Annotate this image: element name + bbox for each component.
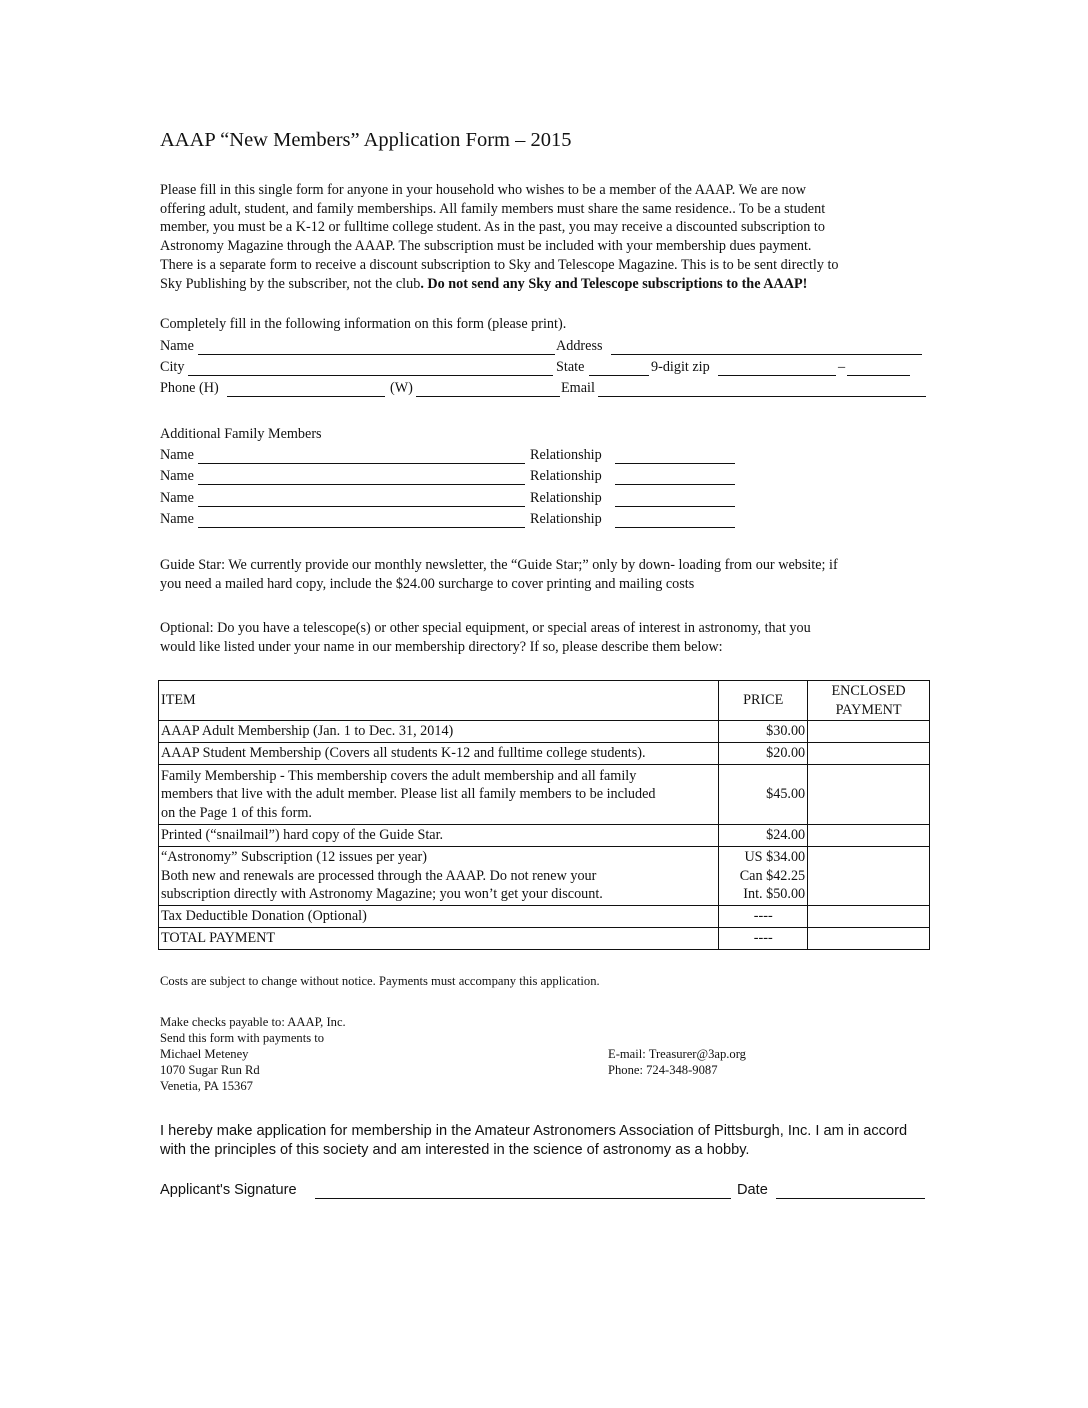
- family-name-label: Name: [160, 490, 194, 506]
- relationship-label: Relationship: [530, 511, 602, 527]
- item-text: members that live with the adult member. Please list all family members to be included: [161, 786, 656, 803]
- date-field[interactable]: [776, 1198, 925, 1199]
- zip-plus4-field[interactable]: [847, 375, 910, 376]
- family-name-field[interactable]: [198, 463, 525, 464]
- item-text: Both new and renewals are processed through the AAAP. Do not renew your: [161, 867, 597, 884]
- enclosed-cell[interactable]: [808, 825, 930, 847]
- item-text: AAAP Student Membership (Covers all students K-12 and fulltime college students).: [161, 745, 646, 762]
- costs-note: Costs are subject to change without notice. Payments must accompany this application.: [160, 974, 600, 988]
- intro-last-plain: Sky Publishing by the subscriber, not the club: [160, 275, 421, 292]
- declaration: I hereby make application for membership in the Amateur Astronomers Association of Pittsburgh, Inc. I am in accord with the principles of this society and am interested in the science of astronomy as a hobby.: [160, 1123, 908, 1158]
- item-text: Printed (“snailmail”) hard copy of the Guide Star.: [161, 827, 444, 844]
- table-header-row: [159, 681, 930, 721]
- intro-line: Please fill in this single form for anyone in your household who wishes to be a member of the AAAP. We are now: [160, 182, 806, 198]
- price-cell: [719, 721, 808, 743]
- date-label: Date: [737, 1182, 768, 1198]
- header-enclosed-line1: ENCLOSED: [831, 682, 906, 699]
- intro-paragraph: [160, 181, 935, 293]
- treasurer-street: 1070 Sugar Run Rd: [160, 1063, 260, 1077]
- optional-line: Optional: Do you have a telescope(s) or other special equipment, or special areas of interest in astronomy, that you: [160, 620, 811, 636]
- enclosed-cell[interactable]: [808, 906, 930, 928]
- family-heading: Additional Family Members: [160, 426, 322, 442]
- item-cell: [159, 721, 719, 743]
- phone-work-field[interactable]: [416, 396, 560, 397]
- phone-home-field[interactable]: [227, 396, 385, 397]
- intro-line: Astronomy Magazine through the AAAP. The subscription must be included with your membership dues payment.: [160, 238, 812, 255]
- city-label: City: [160, 359, 185, 375]
- intro-warning: . Do not send any Sky and Telescope subscriptions to the AAAP!: [420, 275, 808, 292]
- family-name-label: Name: [160, 511, 194, 527]
- item-text: Family Membership - This membership covers the adult membership and all family: [161, 767, 637, 784]
- family-name-label: Name: [160, 468, 194, 484]
- guide-star-line: you need a mailed hard copy, include the $24.00 surcharge to cover printing and mailing costs: [160, 576, 695, 592]
- price-cell: [719, 743, 808, 765]
- signature-label: Applicant's Signature: [160, 1182, 297, 1198]
- table-row: [159, 847, 930, 906]
- address-label: Address: [556, 338, 603, 354]
- relationship-field[interactable]: [615, 484, 735, 485]
- phone-work-label: (W): [390, 380, 413, 396]
- price-text: $30.00: [766, 723, 806, 740]
- table-row: [159, 721, 930, 743]
- table-row: [159, 906, 930, 928]
- enclosed-cell[interactable]: [808, 765, 930, 825]
- intro-line: There is a separate form to receive a discount subscription to Sky and Telescope Magazine. This is to be sent directly to: [160, 256, 839, 273]
- intro-line: offering adult, student, and family memberships. All family members must share the same residence.. To be a student: [160, 200, 826, 217]
- price-text: ----: [753, 930, 773, 947]
- treasurer-name: Michael Meteney: [160, 1047, 249, 1061]
- email-label: Email: [561, 380, 595, 396]
- item-text: “Astronomy” Subscription (12 issues per year): [161, 849, 427, 866]
- enclosed-cell[interactable]: [808, 743, 930, 765]
- info-heading: Completely fill in the following information on this form (please print).: [160, 316, 567, 332]
- send-to: Send this form with payments to: [160, 1031, 325, 1045]
- relationship-field[interactable]: [615, 527, 735, 528]
- treasurer-email: E-mail: Treasurer@3ap.org: [608, 1047, 746, 1061]
- item-text: subscription directly with Astronomy Magazine; you won’t get your discount.: [161, 886, 603, 903]
- item-text: TOTAL PAYMENT: [161, 930, 276, 947]
- table-row: [159, 825, 930, 847]
- intro-line: member, you must be a K-12 or fulltime college student. As in the past, you may receive a discounted subscription to: [160, 219, 825, 236]
- price-text: US $34.00: [744, 849, 806, 866]
- price-text: $20.00: [766, 745, 806, 762]
- table-row: [159, 765, 930, 825]
- zip-dash: –: [838, 359, 846, 375]
- name-label: Name: [160, 338, 194, 354]
- price-text: Can $42.25: [739, 867, 806, 884]
- price-cell: [719, 928, 808, 950]
- item-cell: [159, 765, 719, 825]
- signature-field[interactable]: [315, 1198, 731, 1199]
- relationship-label: Relationship: [530, 447, 602, 463]
- item-text: on the Page 1 of this form.: [161, 804, 312, 821]
- header-item: ITEM: [159, 681, 719, 721]
- item-text: AAAP Adult Membership (Jan. 1 to Dec. 31, 2014): [161, 723, 454, 740]
- item-cell: [159, 825, 719, 847]
- table-row: [159, 743, 930, 765]
- relationship-field[interactable]: [615, 463, 735, 464]
- header-price: PRICE: [719, 681, 808, 721]
- table-row: [159, 928, 930, 950]
- family-name-field[interactable]: [198, 484, 525, 485]
- header-enclosed: [808, 681, 930, 721]
- header-enclosed-line2: PAYMENT: [835, 701, 902, 718]
- checks-payable: Make checks payable to: AAAP, Inc.: [160, 1015, 346, 1029]
- price-text: Int. $50.00: [743, 886, 806, 903]
- page-title: AAAP “New Members” Application Form – 2015: [160, 129, 572, 151]
- item-cell: [159, 847, 719, 906]
- family-name-field[interactable]: [198, 527, 525, 528]
- state-field[interactable]: [589, 375, 649, 376]
- relationship-label: Relationship: [530, 468, 602, 484]
- relationship-label: Relationship: [530, 490, 602, 506]
- phone-home-label: Phone (H): [160, 380, 219, 396]
- enclosed-cell[interactable]: [808, 721, 930, 743]
- address-field[interactable]: [611, 354, 922, 355]
- relationship-field[interactable]: [615, 506, 735, 507]
- item-cell: [159, 928, 719, 950]
- enclosed-cell[interactable]: [808, 847, 930, 906]
- price-text: ----: [753, 908, 773, 925]
- zip-field[interactable]: [718, 375, 836, 376]
- item-text: Tax Deductible Donation (Optional): [161, 908, 367, 925]
- price-cell: [719, 906, 808, 928]
- price-cell: [719, 825, 808, 847]
- item-cell: [159, 743, 719, 765]
- city-field[interactable]: [188, 375, 553, 376]
- family-name-label: Name: [160, 447, 194, 463]
- payment-table: [158, 680, 930, 950]
- price-cell: [719, 847, 808, 906]
- guide-star-line: Guide Star: We currently provide our monthly newsletter, the “Guide Star;” only by down- loading from our website; if: [160, 557, 838, 573]
- state-label: State: [556, 359, 585, 375]
- treasurer-phone: Phone: 724-348-9087: [608, 1063, 718, 1077]
- family-name-field[interactable]: [198, 506, 525, 507]
- zip-label: 9-digit zip: [651, 359, 710, 375]
- name-field[interactable]: [198, 354, 555, 355]
- email-field[interactable]: [598, 396, 926, 397]
- item-cell: [159, 906, 719, 928]
- treasurer-city: Venetia, PA 15367: [160, 1079, 253, 1093]
- price-cell: [719, 765, 808, 825]
- price-text: $45.00: [766, 786, 806, 803]
- price-text: $24.00: [766, 827, 806, 844]
- enclosed-cell[interactable]: [808, 928, 930, 950]
- optional-line: would like listed under your name in our membership directory? If so, please describe them below:: [160, 639, 723, 655]
- intro-line-last: [160, 275, 935, 294]
